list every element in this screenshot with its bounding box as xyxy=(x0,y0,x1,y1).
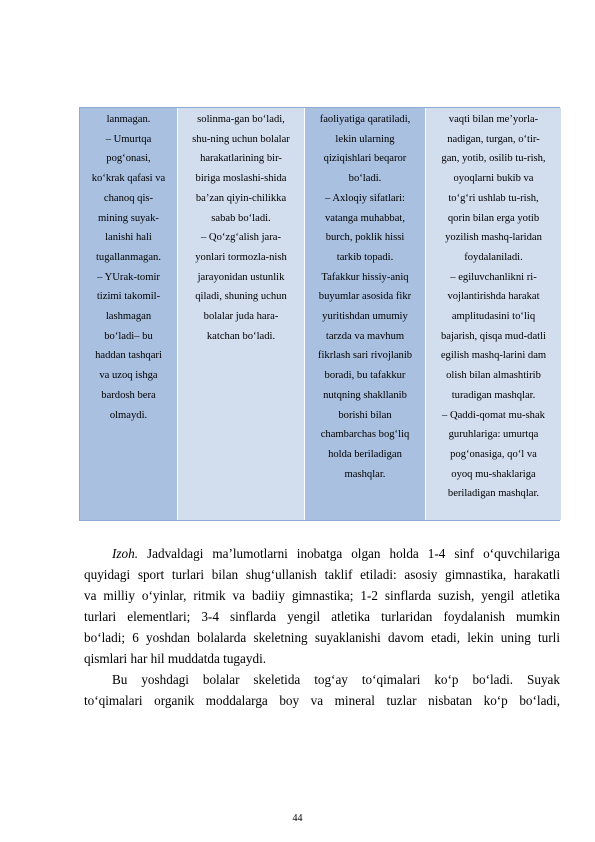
table-line: bo‘ladi. xyxy=(348,173,382,185)
paragraph-line: Bu yoshdagi bolalar skeletida tog‘ay to‘qimalari ko‘p bo‘ladi. Suyak xyxy=(112,672,560,687)
paragraph-line: Izoh. Jadvaldagi ma’lumotlarni inobatga olgan holda 1-4 sinf o‘quvchilariga xyxy=(112,546,560,561)
page-number: 44 xyxy=(292,813,303,824)
note-lead: Izoh. xyxy=(112,546,139,561)
table-line: holda beriladigan xyxy=(328,448,402,460)
table-line: buyumlar asosida fikr xyxy=(318,291,412,303)
table-line: bolalar juda hara- xyxy=(203,311,279,323)
table-line: tarzda va mavhum xyxy=(325,330,405,342)
table-line: gan, yotib, osilib tu-rish, xyxy=(441,153,546,165)
table-line: jarayonidan ustunlik xyxy=(197,271,285,283)
table-line: olish bilan almashtirib xyxy=(446,370,541,382)
table-line: solinma-gan bo‘ladi, xyxy=(197,114,285,125)
table-line: pog‘onasiga, qo‘l va xyxy=(450,448,537,460)
table-line: burch, poklik hissi xyxy=(325,232,405,244)
table-line: shu-ning uchun bolalar xyxy=(192,133,290,145)
table-line: lanishi hali xyxy=(105,232,152,244)
table-line: biriga moslashi-shida xyxy=(195,173,287,185)
table-column-3 xyxy=(305,108,426,520)
table-line: lanmagan. xyxy=(106,114,151,125)
table-line: – YUrak-tomir xyxy=(97,271,160,283)
paragraph-line: qismlari har hil muddatda tugaydi. xyxy=(84,651,267,666)
table-line: tugallanmagan. xyxy=(95,251,161,263)
table-line: ko‘krak qafasi va xyxy=(91,173,166,185)
table-line: yuritishdan umumiy xyxy=(322,311,408,323)
table-column-2 xyxy=(178,108,305,520)
table-line: yonlari tormozla-nish xyxy=(195,251,287,263)
note-paragraph xyxy=(84,543,560,669)
table-line: guruhlariga: umurtqa xyxy=(448,429,539,441)
table-line: – Qo‘zg‘alish jara- xyxy=(200,232,281,244)
table-line: oyoq mu-shaklariga xyxy=(451,468,536,480)
table-line: sabab bo‘ladi. xyxy=(211,212,271,224)
table-line: yozilish mashq-laridan xyxy=(445,232,542,244)
table-line: – Qaddi-qomat mu-shak xyxy=(442,409,545,421)
table-line: turadigan mashqlar. xyxy=(451,389,536,401)
table-line: ba’zan qiyin-chilikka xyxy=(195,192,287,204)
table-line: qorin bilan erga yotib xyxy=(447,212,540,224)
table-line: bo‘ladi– bu xyxy=(104,330,153,342)
info-table xyxy=(79,107,560,521)
table-line: olmaydi. xyxy=(109,409,148,421)
table-line: – egiluvchanlikni ri- xyxy=(450,271,537,283)
table-line: Tafakkur hissiy-aniq xyxy=(321,271,409,283)
table-line: vojlantirishda harakat xyxy=(447,291,540,303)
table-line: katchan bo‘ladi. xyxy=(206,330,276,342)
table-line: vatanga muhabbat, xyxy=(324,212,405,224)
table-line: nadigan, turgan, o‘tir- xyxy=(447,133,540,145)
table-line: bajarish, qisqa mud-datli xyxy=(440,330,547,342)
table-line: – Umurtqa xyxy=(105,133,152,145)
table-line: nutqning shakllanib xyxy=(323,389,407,401)
table-line: chambarchas bog‘liq xyxy=(320,429,410,441)
table-line: pog‘onasi, xyxy=(106,153,151,165)
table-line: fikrlash sari rivojlanib xyxy=(317,350,413,362)
body-paragraph xyxy=(84,669,560,711)
table-column-1 xyxy=(80,108,178,520)
table-line: – Axloqiy sifatlari: xyxy=(324,192,406,204)
table-line: bardosh bera xyxy=(101,389,156,401)
table-line: tarkib topadi. xyxy=(336,251,394,263)
table-line: faoliyatiga qaratiladi, xyxy=(319,114,411,125)
table-line: boradi, bu tafakkur xyxy=(324,370,406,382)
table-line: borishi bilan xyxy=(338,409,392,421)
table-line: foydalaniladi. xyxy=(464,251,523,263)
table-line: chanoq qis- xyxy=(103,192,154,204)
table-line: vaqti bilan me’yorla- xyxy=(448,114,539,125)
table-line: mining suyak- xyxy=(98,212,159,224)
paragraph-line: bo‘ladi; 6 yoshdan bolalarda skeletning suyaklanishi davom etadi, lekin uning turli xyxy=(84,630,560,645)
table-line: lashmagan xyxy=(105,311,152,323)
table-line: lekin ularning xyxy=(335,133,395,145)
table-line: haddan tashqari xyxy=(95,350,162,362)
table-line: qiziqishlari beqaror xyxy=(323,153,407,165)
paragraph-line: to‘qimalari organik moddalarga boy va mineral tuzlar nisbatan ko‘p bo‘ladi, xyxy=(84,693,560,708)
table-line: amplitudasini to‘liq xyxy=(451,311,536,323)
paragraph-line: va milliy o‘yinlar, ritmik va badiiy gimnastika; 1-2 sinflarda suzish, yengil atletika xyxy=(84,588,560,603)
table-line: qiladi, shuning uchun xyxy=(195,291,287,303)
table-line: harakatlarining bir- xyxy=(200,153,282,165)
paragraph-line: turlari elementlari; 3-4 sinflarda yengil atletika turlaridan foydalanish mumkin xyxy=(84,609,560,624)
table-line: va uzoq ishga xyxy=(99,370,158,382)
table-line: oyoqlarni bukib va xyxy=(453,173,534,185)
table-line: tizimi takomil- xyxy=(96,291,161,303)
table-line: to‘g‘ri ushlab tu-rish, xyxy=(448,192,539,204)
table-line: mashqlar. xyxy=(344,468,386,480)
paragraph-line: quyidagi sport turlari bilan shug‘ullanish taklif etiladi: asosiy gimnastika, harakatli xyxy=(84,567,560,582)
table-line: egilish mashq-larini dam xyxy=(440,350,547,362)
table-line: beriladigan mashqlar. xyxy=(447,488,540,500)
table-column-4 xyxy=(426,108,561,520)
